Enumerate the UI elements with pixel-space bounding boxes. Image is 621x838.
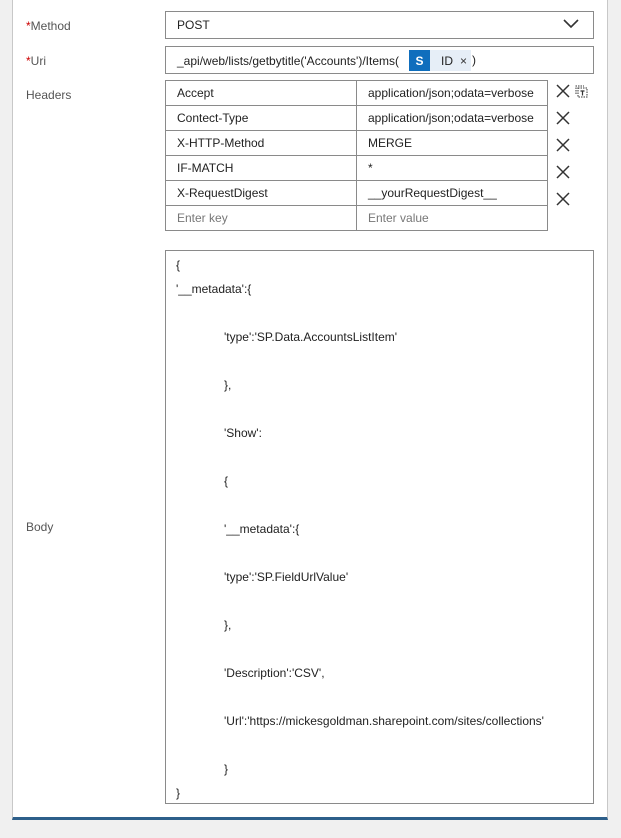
method-value: POST [177, 18, 210, 32]
body-line: { [176, 258, 181, 272]
http-action-card [12, 0, 608, 820]
body-line: }, [224, 618, 232, 632]
copy-icon[interactable] [574, 84, 588, 98]
header-value[interactable]: application/json;odata=verbose [357, 81, 548, 106]
method-required-mark: * [26, 19, 31, 33]
body-line: } [224, 762, 229, 776]
header-row [166, 181, 548, 206]
remove-header-icon[interactable] [556, 192, 570, 206]
header-row [166, 131, 548, 156]
header-row [166, 156, 548, 181]
header-value[interactable]: __yourRequestDigest__ [357, 181, 548, 206]
body-textarea[interactable] [165, 250, 594, 804]
new-header-key-input[interactable]: Enter key [166, 206, 357, 231]
uri-label-text: Uri [30, 54, 46, 68]
sharepoint-icon: S [409, 50, 430, 71]
new-header-value-input[interactable]: Enter value [357, 206, 548, 231]
header-key[interactable]: X-HTTP-Method [166, 131, 357, 156]
headers-label: Headers [26, 88, 72, 102]
uri-closing-paren: ) [472, 53, 476, 67]
remove-header-icon[interactable] [556, 111, 570, 125]
header-row-new [166, 206, 548, 231]
dynamic-content-token[interactable] [409, 50, 471, 71]
header-key[interactable]: IF-MATCH [166, 156, 357, 181]
header-row [166, 106, 548, 131]
header-key[interactable]: Accept [166, 81, 357, 106]
header-value[interactable]: application/json;odata=verbose [357, 106, 548, 131]
uri-text: _api/web/lists/getbytitle('Accounts')/Items( [177, 54, 399, 68]
body-line: '__metadata':{ [224, 522, 300, 536]
token-name: ID [441, 53, 453, 68]
header-key[interactable]: Contect-Type [166, 106, 357, 131]
remove-header-icon[interactable] [556, 84, 570, 98]
method-label [26, 19, 71, 33]
uri-required-mark: * [26, 54, 31, 68]
body-line: 'type':'SP.FieldUrlValue' [224, 570, 349, 584]
method-select[interactable] [165, 11, 594, 39]
header-value[interactable]: MERGE [357, 131, 548, 156]
body-line: 'Url':'https://mickesgoldman.sharepoint.com/sites/collections' [224, 714, 544, 728]
token-remove-icon[interactable]: × [460, 53, 468, 68]
body-label: Body [26, 520, 54, 534]
body-line: } [176, 786, 181, 800]
chevron-down-icon [563, 19, 579, 29]
remove-header-icon[interactable] [556, 165, 570, 179]
uri-input[interactable] [165, 46, 594, 74]
body-line: { [224, 474, 229, 488]
body-line: '__metadata':{ [176, 282, 252, 296]
body-line: 'Show': [224, 426, 262, 440]
body-line: 'type':'SP.Data.AccountsListItem' [224, 330, 398, 344]
uri-label [26, 54, 46, 68]
headers-table [165, 80, 548, 231]
header-row [166, 81, 548, 106]
remove-header-icon[interactable] [556, 138, 570, 152]
body-line: 'Description':'CSV', [224, 666, 325, 680]
header-value[interactable]: * [357, 156, 548, 181]
method-label-text: Method [30, 19, 71, 33]
header-key[interactable]: X-RequestDigest [166, 181, 357, 206]
body-line: }, [224, 378, 232, 392]
